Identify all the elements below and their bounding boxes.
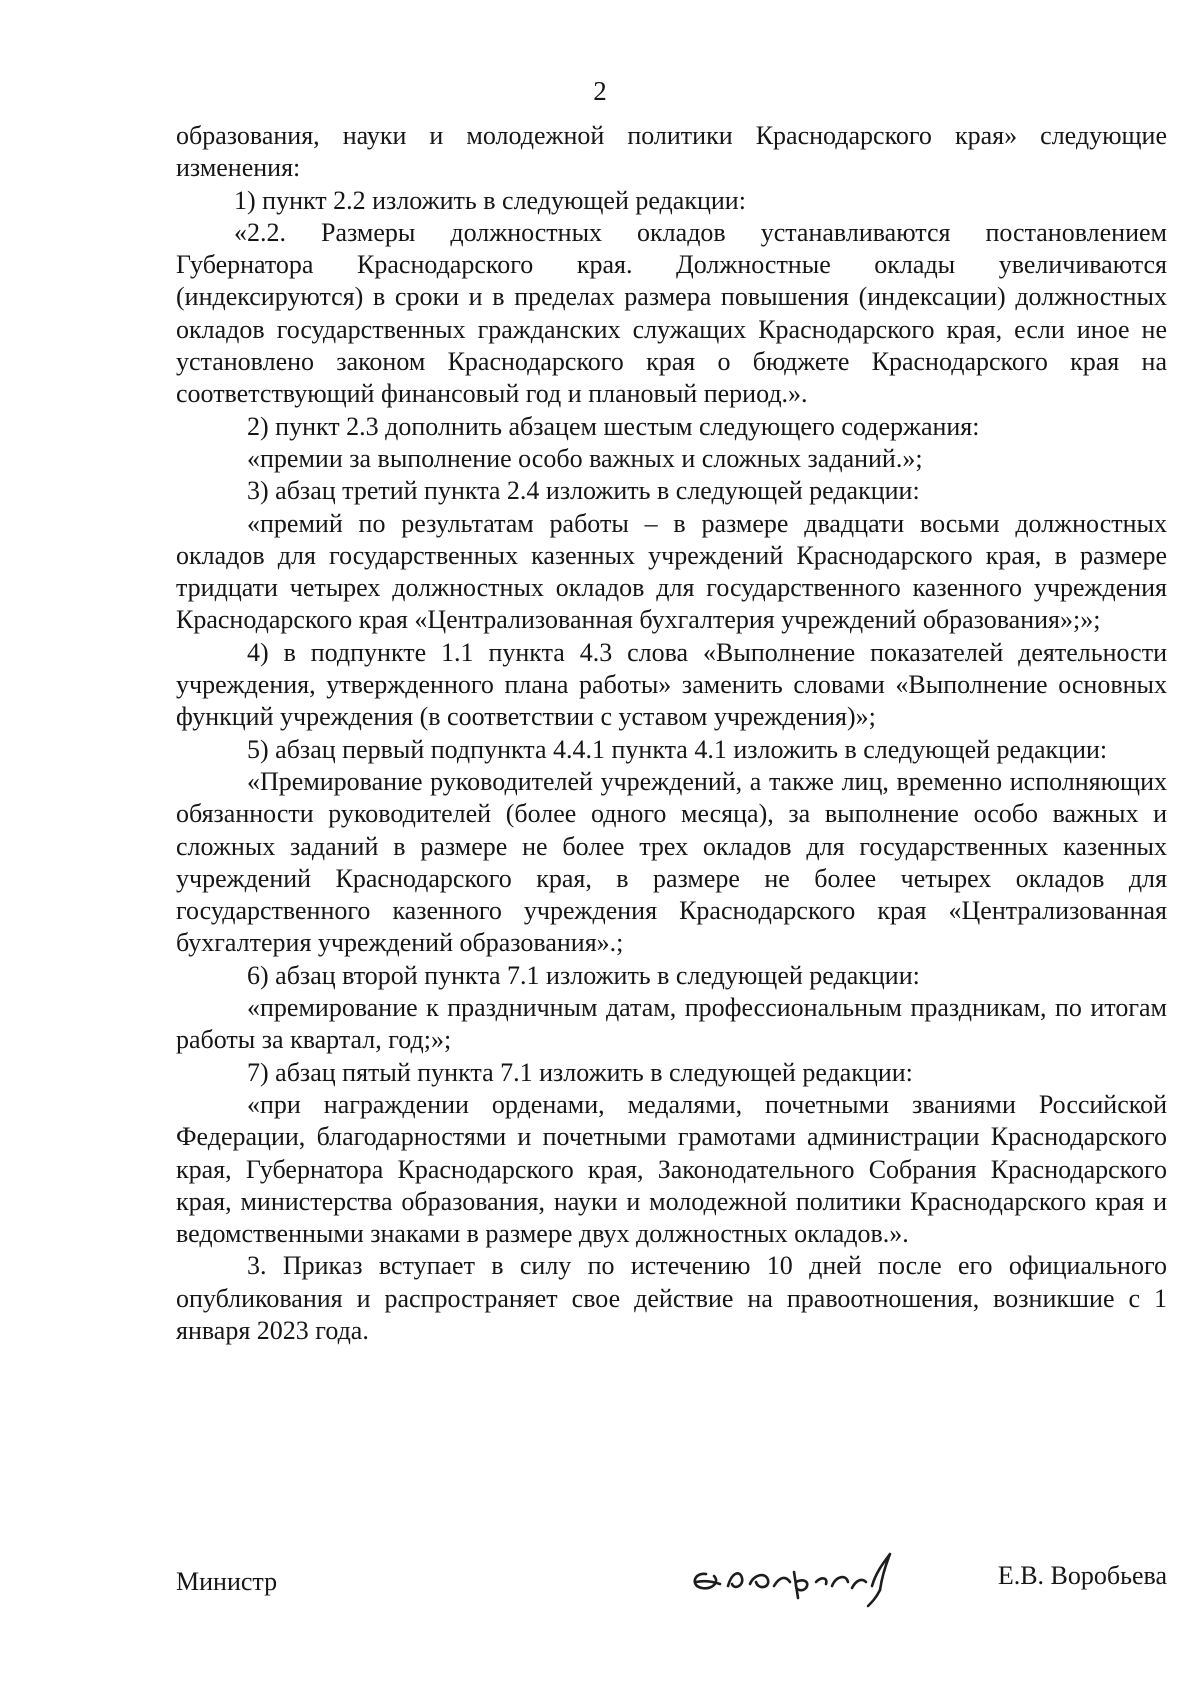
paragraph-item-1: 1) пункт 2.2 изложить в следующей редакции: xyxy=(234,185,746,215)
paragraph-item-6-text: «премирование к праздничным датам, профессиональным праздникам, по итогам работы за квартал, год;»; xyxy=(176,993,1167,1055)
signature-block xyxy=(176,1560,1167,1610)
paragraph-intro-continuation: образования, науки и молодежной политики Краснодарского края» следующие изменения: xyxy=(176,121,1167,183)
handwritten-signature xyxy=(676,1542,906,1612)
signer-title: Министр xyxy=(176,1567,278,1596)
paragraph-section-3: 3. Приказ вступает в силу по истечению 10 дней после его официального опубликования и распространяет свое действие на правоотношения, возникшие с 1 января 2023 года. xyxy=(176,1251,1167,1345)
signer-name: Е.В. Воробьева xyxy=(997,1561,1167,1590)
paragraph-item-5: 5) абзац первый подпункта 4.4.1 пункта 4.1 изложить в следующей редакции: xyxy=(247,734,1108,764)
paragraph-item-5-text: «Премирование руководителей учреждений, а также лиц, временно исполняющих обязанности руководителей (более одного месяца), за выполнение особо важных и сложных заданий в размере не более трех окладов для государственных казенных учреждений Краснодарского края, в размере не более четырех окладов для государственного казенного учреждения Краснодарского края «Централизованная бухгалтерия учреждений образования».; xyxy=(176,766,1167,958)
paragraph-item-7-text: «при награждении орденами, медалями, почетными званиями Российской Федерации, благодарностями и почетными грамотами администрации Краснодарского края, Губернатора Краснодарского края, Законодательного Собрания Краснодарского края, министерства образования, науки и молодежной политики Краснодарского края и ведомственными знаками в размере двух должностных окладов.». xyxy=(176,1089,1167,1249)
paragraph-item-3-text: «премий по результатам работы – в размере двадцати восьми должностных окладов для государственных казенных учреждений Краснодарского края, в размере тридцати четырех должностных окладов для государственного казенного учреждения Краснодарского края «Централизованная бухгалтерия учреждений образования»;»; xyxy=(176,508,1167,635)
paragraph-item-7: 7) абзац пятый пункта 7.1 изложить в следующей редакции: xyxy=(247,1057,913,1087)
paragraph-item-1-text: «2.2. Размеры должностных окладов устанавливаются постановлением Губернатора Краснодарского края. Должностные оклады увеличиваются (индексируются) в сроки и в пределах размера повышения (индексации) должностных окладов государственных гражданских служащих Краснодарского края, если иное не установлено законом Краснодарского края о бюджете Краснодарского края на соответствующий финансовый год и плановый период.». xyxy=(176,217,1167,409)
paragraph-item-3: 3) абзац третий пункта 2.4 изложить в следующей редакции: xyxy=(247,476,920,506)
document-body xyxy=(176,120,1167,1347)
paragraph-item-4: 4) в подпункте 1.1 пункта 4.3 слова «Выполнение показателей деятельности учреждения, утвержденного плана работы» заменить словами «Выполнение основных функций учреждения (в соответствии с уставом учреждения)»; xyxy=(176,637,1167,732)
paragraph-item-2: 2) пункт 2.3 дополнить абзацем шестым следующего содержания: xyxy=(247,411,980,441)
paragraph-item-2-text: «премии за выполнение особо важных и сложных заданий.»; xyxy=(247,443,923,473)
paragraph-item-6: 6) абзац второй пункта 7.1 изложить в следующей редакции: xyxy=(247,960,920,990)
page-number: 2 xyxy=(593,76,607,106)
